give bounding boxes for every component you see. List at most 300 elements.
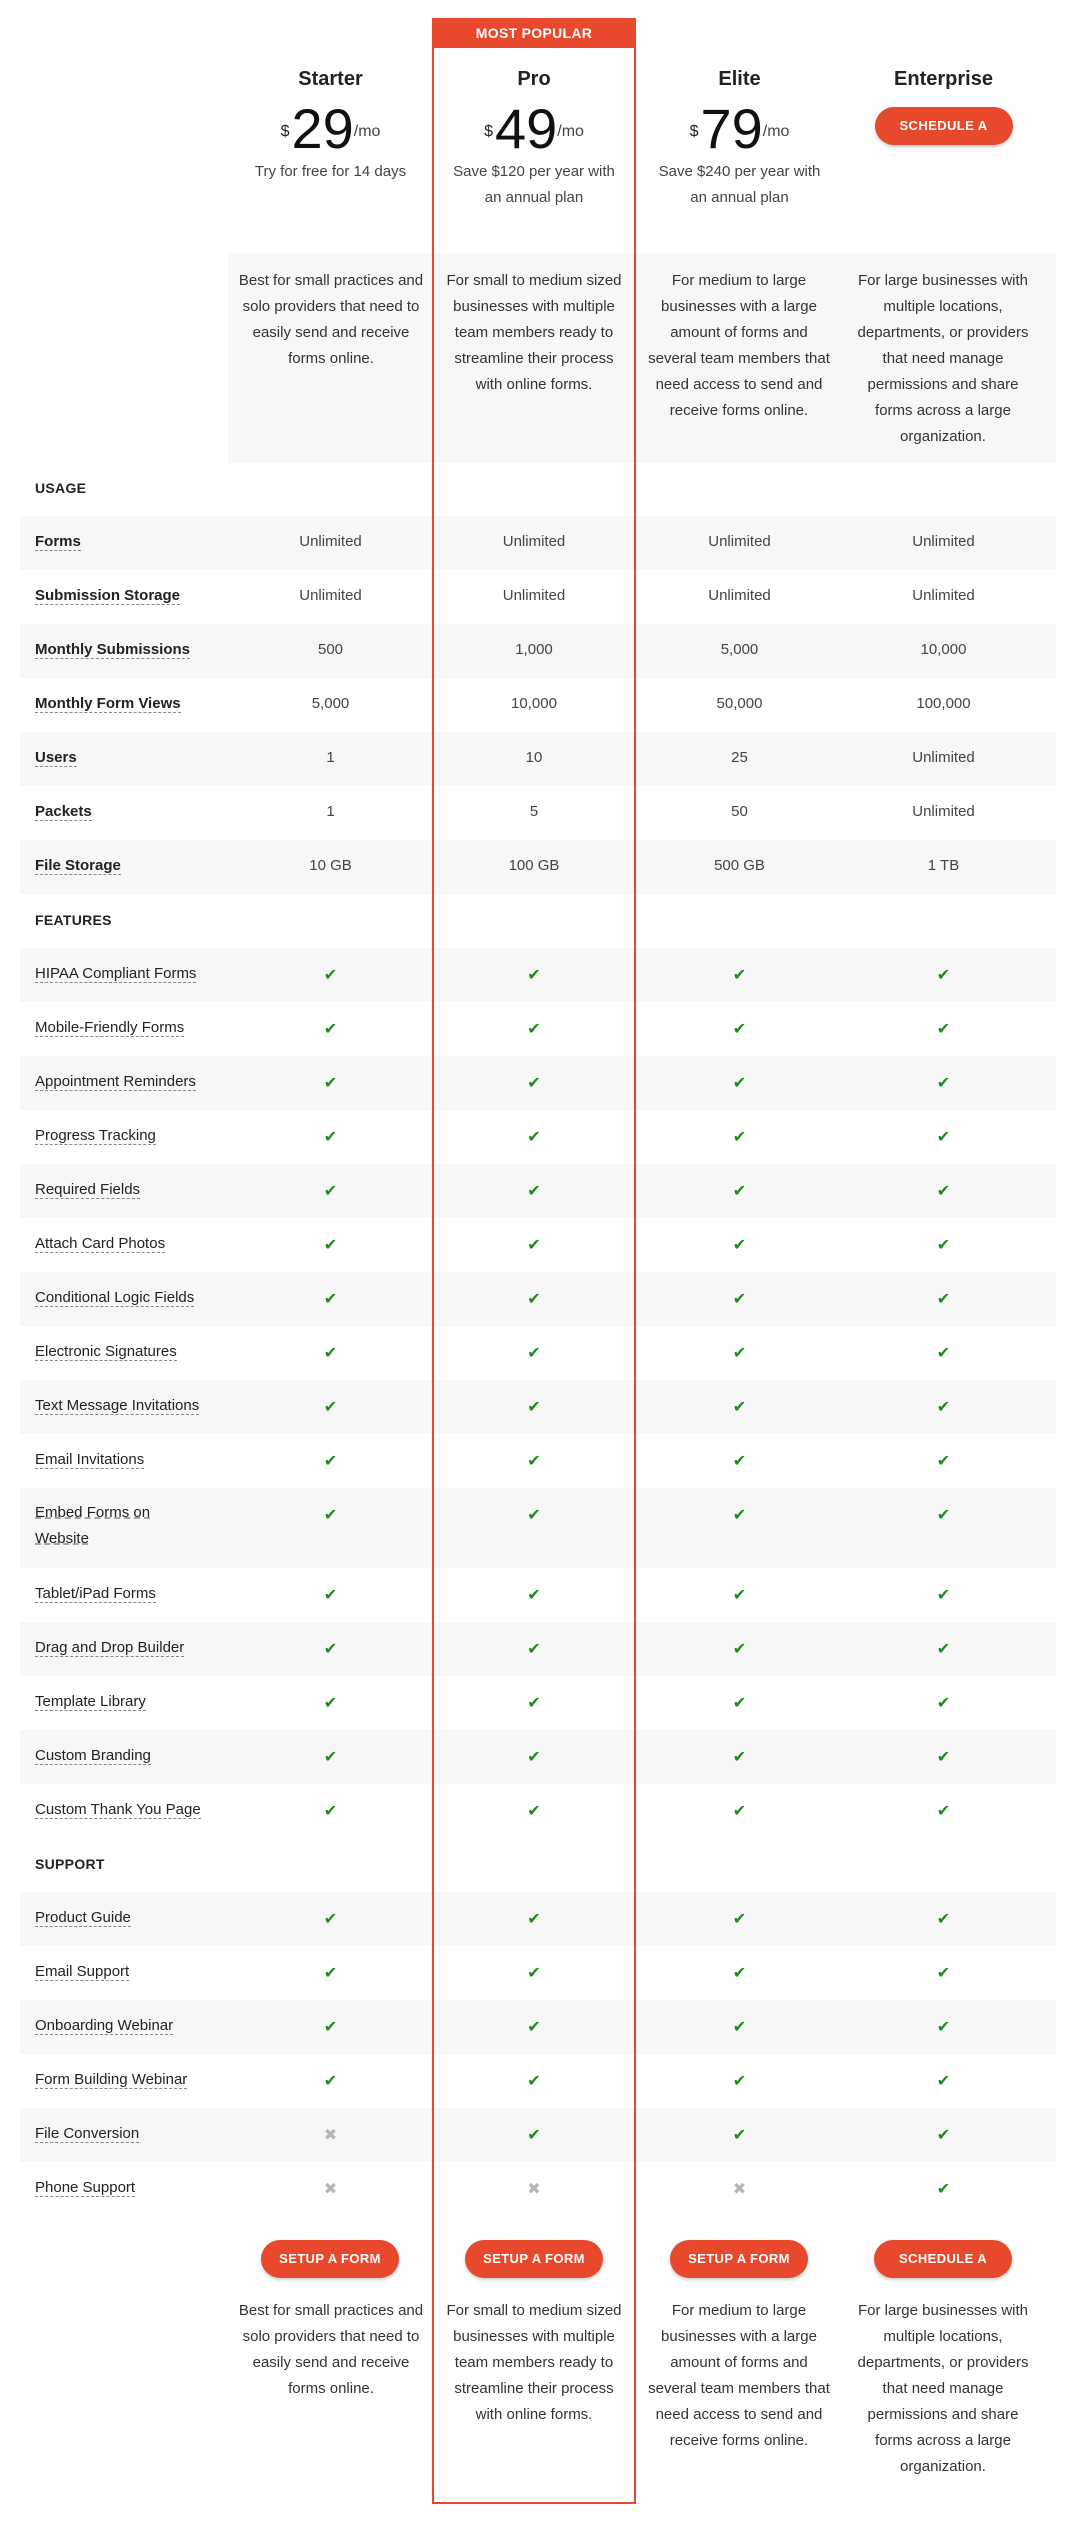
section-title: FEATURES xyxy=(35,912,112,928)
feature-availability xyxy=(637,1289,842,1309)
feature-label[interactable]: Electronic Signatures xyxy=(35,1343,177,1360)
feature-availability xyxy=(637,1693,842,1713)
feature-availability xyxy=(432,2125,636,2145)
feature-label[interactable]: Email Support xyxy=(35,1963,130,1980)
check-icon: ✔ xyxy=(732,2073,747,2090)
feature-availability xyxy=(841,1747,1046,1767)
feature-availability xyxy=(432,1505,636,1525)
usage-value: 1 TB xyxy=(927,857,960,874)
check-icon: ✔ xyxy=(732,1129,747,1146)
usage-value: 50,000 xyxy=(716,695,763,712)
section-header xyxy=(20,462,1056,516)
usage-value: 10,000 xyxy=(920,641,967,658)
check-icon: ✔ xyxy=(323,1803,338,1820)
feature-availability xyxy=(841,1505,1046,1525)
table-row xyxy=(20,1676,1056,1730)
feature-availability xyxy=(228,1963,433,1983)
check-icon: ✔ xyxy=(936,1453,951,1470)
price-period: /mo xyxy=(557,123,584,140)
table-row xyxy=(20,1380,1056,1434)
check-icon: ✔ xyxy=(936,1021,951,1038)
feature-label[interactable]: Embed Forms on Website xyxy=(35,1504,151,1547)
feature-availability xyxy=(637,1801,842,1821)
usage-value: 10 xyxy=(525,749,543,766)
feature-availability xyxy=(841,1235,1046,1255)
feature-availability xyxy=(637,1397,842,1417)
check-icon: ✔ xyxy=(732,2127,747,2144)
feature-availability xyxy=(432,1451,636,1471)
table-row xyxy=(20,732,1056,786)
cta-elite xyxy=(670,2240,808,2278)
feature-label[interactable]: Phone Support xyxy=(35,2179,136,2196)
price xyxy=(228,97,433,160)
table-row xyxy=(20,1056,1056,1110)
check-icon: ✔ xyxy=(527,1695,541,1712)
setup-form-button[interactable]: SETUP A FORM xyxy=(465,2240,603,2278)
feature-availability xyxy=(228,1505,433,1525)
feature-availability xyxy=(432,1747,636,1767)
check-icon: ✔ xyxy=(936,1911,951,1928)
feature-availability xyxy=(637,1747,842,1767)
feature-label[interactable]: Text Message Invitations xyxy=(35,1397,200,1414)
feature-availability xyxy=(841,1963,1046,1983)
feature-availability xyxy=(637,1235,842,1255)
usage-value: 100,000 xyxy=(916,695,971,712)
check-icon: ✔ xyxy=(936,1587,951,1604)
check-icon: ✔ xyxy=(936,1345,951,1362)
table-row xyxy=(20,1272,1056,1326)
table-row xyxy=(20,2162,1056,2216)
feature-label[interactable]: Submission Storage xyxy=(35,587,181,604)
setup-form-button[interactable]: SETUP A FORM xyxy=(261,2240,399,2278)
check-icon: ✔ xyxy=(936,2181,951,2198)
check-icon: ✔ xyxy=(732,1803,747,1820)
feature-availability xyxy=(637,1505,842,1525)
check-icon: ✔ xyxy=(323,1345,338,1362)
cta-enterprise xyxy=(874,2240,1012,2306)
feature-availability xyxy=(432,1585,636,1605)
check-icon: ✔ xyxy=(527,2019,541,2036)
table-row xyxy=(20,624,1056,678)
feature-availability xyxy=(228,2179,433,2199)
table-row xyxy=(20,786,1056,840)
check-icon: ✔ xyxy=(527,967,541,984)
feature-availability xyxy=(637,2071,842,2091)
check-icon: ✔ xyxy=(527,1075,541,1092)
check-icon: ✔ xyxy=(936,2127,951,2144)
most-popular-badge: MOST POPULAR xyxy=(432,18,636,48)
check-icon: ✔ xyxy=(936,1803,951,1820)
feature-availability xyxy=(432,1073,636,1093)
table-row xyxy=(20,1218,1056,1272)
feature-availability xyxy=(432,2179,636,2199)
plan-description-enterprise-bottom: For large businesses with multiple locations, departments, or providers that need manage permissions and share forms across a large organization. xyxy=(857,2302,1029,2475)
check-icon: ✔ xyxy=(527,1965,541,1982)
feature-label[interactable]: Product Guide xyxy=(35,1909,131,1926)
usage-value: 500 GB xyxy=(714,857,765,874)
feature-availability xyxy=(228,1235,433,1255)
check-icon: ✔ xyxy=(732,2019,747,2036)
plan-description-pro: For small to medium sized businesses with multiple team members ready to streamline their process with online forms. xyxy=(446,272,622,393)
plan-description-elite-bottom: For medium to large businesses with a large amount of forms and several team members that need access to send and receive forms online. xyxy=(648,2302,830,2449)
check-icon: ✔ xyxy=(732,1965,747,1982)
feature-label[interactable]: Template Library xyxy=(35,1693,146,1710)
check-icon: ✔ xyxy=(323,1237,338,1254)
price-amount: 29 xyxy=(291,97,354,160)
check-icon: ✔ xyxy=(527,1291,541,1308)
check-icon: ✔ xyxy=(936,1183,951,1200)
check-icon: ✔ xyxy=(732,1183,747,1200)
check-icon: ✔ xyxy=(323,1075,338,1092)
price-currency: $ xyxy=(280,123,290,140)
table-row xyxy=(20,1326,1056,1380)
plan-name: Elite xyxy=(718,68,761,90)
feature-availability xyxy=(432,1181,636,1201)
usage-value: Unlimited xyxy=(299,587,362,604)
feature-availability xyxy=(637,1963,842,1983)
feature-availability xyxy=(228,2017,433,2037)
feature-availability xyxy=(637,1181,842,1201)
feature-label[interactable]: Appointment Reminders xyxy=(35,1073,196,1090)
check-icon: ✔ xyxy=(732,1453,747,1470)
plan-header-starter xyxy=(228,68,433,185)
check-icon: ✔ xyxy=(527,1453,541,1470)
feature-label[interactable]: Onboarding Webinar xyxy=(35,2017,174,2034)
section-title: SUPPORT xyxy=(35,1856,105,1872)
check-icon: ✔ xyxy=(936,1291,951,1308)
check-icon: ✔ xyxy=(527,2127,541,2144)
table-row xyxy=(20,2108,1056,2162)
feature-availability xyxy=(637,1019,842,1039)
feature-label[interactable]: Tablet/iPad Forms xyxy=(35,1585,156,1602)
table-row xyxy=(20,1892,1056,1946)
feature-availability xyxy=(432,1963,636,1983)
feature-availability xyxy=(841,1289,1046,1309)
check-icon: ✔ xyxy=(323,1399,338,1416)
plan-description-starter-bottom: Best for small practices and solo providers that need to easily send and receive forms online. xyxy=(238,2302,424,2397)
feature-availability xyxy=(432,1801,636,1821)
feature-availability xyxy=(637,2125,842,2145)
cross-icon: ✖ xyxy=(732,2181,747,2198)
feature-availability xyxy=(228,965,433,985)
check-icon: ✔ xyxy=(527,1749,541,1766)
table-row xyxy=(20,1730,1056,1784)
table-row xyxy=(20,516,1056,570)
check-icon: ✔ xyxy=(323,1641,338,1658)
usage-value: 1,000 xyxy=(515,641,553,658)
check-icon: ✔ xyxy=(732,1507,747,1524)
check-icon: ✔ xyxy=(323,967,338,984)
plan-description-enterprise: For large businesses with multiple locations, departments, or providers that need manage permissions and share forms across a large organization. xyxy=(857,272,1029,445)
feature-label[interactable]: Packets xyxy=(35,803,92,820)
usage-value: Unlimited xyxy=(912,587,975,604)
price-period: /mo xyxy=(762,123,790,140)
feature-availability xyxy=(637,1343,842,1363)
feature-availability xyxy=(432,1343,636,1363)
feature-label[interactable]: Attach Card Photos xyxy=(35,1235,166,1252)
price-amount: 49 xyxy=(494,97,558,160)
feature-availability xyxy=(228,1073,433,1093)
check-icon: ✔ xyxy=(323,1507,338,1524)
table-row xyxy=(20,1002,1056,1056)
plan-name: Starter xyxy=(298,68,363,90)
check-icon: ✔ xyxy=(732,1291,747,1308)
usage-value: 25 xyxy=(731,749,748,766)
check-icon: ✔ xyxy=(527,1911,541,1928)
feature-availability xyxy=(841,2179,1046,2199)
table-row xyxy=(20,948,1056,1002)
check-icon: ✔ xyxy=(323,1749,338,1766)
table-row xyxy=(20,2000,1056,2054)
check-icon: ✔ xyxy=(936,1695,951,1712)
feature-availability xyxy=(637,1073,842,1093)
check-icon: ✔ xyxy=(732,1587,747,1604)
table-row xyxy=(20,2054,1056,2108)
check-icon: ✔ xyxy=(323,1695,338,1712)
check-icon: ✔ xyxy=(936,1129,951,1146)
check-icon: ✔ xyxy=(936,1237,951,1254)
usage-value: 500 xyxy=(317,641,344,658)
feature-availability xyxy=(432,1397,636,1417)
feature-availability xyxy=(841,1181,1046,1201)
feature-availability xyxy=(637,2179,842,2199)
feature-availability xyxy=(228,1451,433,1471)
price-note: Save $240 per year with an annual plan xyxy=(658,163,821,206)
feature-availability xyxy=(432,2017,636,2037)
check-icon: ✔ xyxy=(323,2019,338,2036)
feature-availability xyxy=(432,1127,636,1147)
check-icon: ✔ xyxy=(323,1021,338,1038)
check-icon: ✔ xyxy=(323,1587,338,1604)
cross-icon: ✖ xyxy=(527,2181,541,2198)
check-icon: ✔ xyxy=(527,1183,541,1200)
check-icon: ✔ xyxy=(323,2073,338,2090)
price-note: Try for free for 14 days xyxy=(254,163,407,180)
feature-label[interactable]: Conditional Logic Fields xyxy=(35,1289,195,1306)
schedule-call-button[interactable]: SCHEDULE A CALL xyxy=(875,107,1013,145)
feature-availability xyxy=(841,1343,1046,1363)
feature-availability xyxy=(432,965,636,985)
feature-availability xyxy=(637,1909,842,1929)
plan-description-elite: For medium to large businesses with a large amount of forms and several team members that need access to send and receive forms online. xyxy=(648,272,830,419)
check-icon: ✔ xyxy=(323,1129,338,1146)
feature-label[interactable]: Email Invitations xyxy=(35,1451,145,1468)
price xyxy=(637,97,842,160)
price-currency: $ xyxy=(484,123,493,140)
feature-availability xyxy=(228,1289,433,1309)
feature-availability xyxy=(637,1639,842,1659)
usage-value: 100 GB xyxy=(508,857,560,874)
setup-form-button[interactable]: SETUP A FORM xyxy=(670,2240,808,2278)
check-icon: ✔ xyxy=(527,1021,541,1038)
feature-availability xyxy=(841,1019,1046,1039)
usage-value: 10,000 xyxy=(511,695,557,712)
check-icon: ✔ xyxy=(527,1507,541,1524)
check-icon: ✔ xyxy=(936,967,951,984)
section-header xyxy=(20,894,1056,948)
table-row xyxy=(20,1784,1056,1838)
feature-availability xyxy=(228,1343,433,1363)
feature-availability xyxy=(637,965,842,985)
price-currency: $ xyxy=(689,123,699,140)
check-icon: ✔ xyxy=(936,1507,951,1524)
check-icon: ✔ xyxy=(936,1075,951,1092)
usage-value: Unlimited xyxy=(912,749,975,766)
usage-value: 50 xyxy=(731,803,748,820)
cta-pro xyxy=(465,2240,603,2278)
feature-availability xyxy=(228,1127,433,1147)
feature-label[interactable]: Required Fields xyxy=(35,1181,141,1198)
check-icon: ✔ xyxy=(527,1345,541,1362)
feature-label[interactable]: File Conversion xyxy=(35,2125,140,2142)
feature-availability xyxy=(841,2125,1046,2145)
table-row xyxy=(20,1110,1056,1164)
feature-availability xyxy=(432,1235,636,1255)
price-note: Save $120 per year with an annual plan xyxy=(453,163,615,206)
check-icon: ✔ xyxy=(527,1237,541,1254)
check-icon: ✔ xyxy=(936,1641,951,1658)
feature-availability xyxy=(841,1585,1046,1605)
feature-label[interactable]: Mobile-Friendly Forms xyxy=(35,1019,185,1036)
feature-label[interactable]: Users xyxy=(35,749,77,766)
section-title: USAGE xyxy=(35,480,87,496)
cta-starter xyxy=(261,2240,399,2278)
feature-availability xyxy=(228,1181,433,1201)
section-header xyxy=(20,1838,1056,1892)
table-row xyxy=(20,1434,1056,1488)
check-icon: ✔ xyxy=(527,1641,541,1658)
feature-availability xyxy=(228,1019,433,1039)
check-icon: ✔ xyxy=(732,1399,747,1416)
usage-value: 5,000 xyxy=(311,695,350,712)
check-icon: ✔ xyxy=(936,1965,951,1982)
check-icon: ✔ xyxy=(732,1749,747,1766)
check-icon: ✔ xyxy=(732,1695,747,1712)
feature-availability xyxy=(841,2017,1046,2037)
table-row xyxy=(20,1946,1056,2000)
feature-availability xyxy=(841,1693,1046,1713)
usage-value: Unlimited xyxy=(502,533,566,550)
check-icon: ✔ xyxy=(732,1345,747,1362)
table-row xyxy=(20,570,1056,624)
usage-value: 1 xyxy=(326,749,335,766)
feature-label[interactable]: Progress Tracking xyxy=(35,1127,156,1144)
plan-name: Enterprise xyxy=(894,68,993,90)
check-icon: ✔ xyxy=(527,2073,541,2090)
cross-icon: ✖ xyxy=(323,2127,338,2144)
feature-label[interactable]: Form Building Webinar xyxy=(35,2071,188,2088)
feature-availability xyxy=(228,1397,433,1417)
check-icon: ✔ xyxy=(936,2019,951,2036)
check-icon: ✔ xyxy=(732,1075,747,1092)
check-icon: ✔ xyxy=(527,1587,541,1604)
table-row xyxy=(20,678,1056,732)
feature-availability xyxy=(228,1693,433,1713)
plan-description-starter: Best for small practices and solo providers that need to easily send and receive forms online. xyxy=(238,272,424,367)
feature-availability xyxy=(637,2017,842,2037)
check-icon: ✔ xyxy=(527,1129,541,1146)
feature-availability xyxy=(841,1397,1046,1417)
usage-value: 10 GB xyxy=(309,857,352,874)
feature-label[interactable]: HIPAA Compliant Forms xyxy=(35,965,197,982)
price-period: /mo xyxy=(353,123,381,140)
table-row xyxy=(20,1164,1056,1218)
usage-value: 5,000 xyxy=(720,641,759,658)
feature-availability xyxy=(228,1801,433,1821)
feature-label[interactable]: Custom Thank You Page xyxy=(35,1801,201,1818)
usage-value: Unlimited xyxy=(912,803,975,820)
feature-availability xyxy=(841,2071,1046,2091)
table-row xyxy=(20,1622,1056,1676)
check-icon: ✔ xyxy=(323,1965,338,1982)
check-icon: ✔ xyxy=(732,1021,747,1038)
price xyxy=(432,97,636,160)
feature-availability xyxy=(841,1801,1046,1821)
feature-availability xyxy=(228,1747,433,1767)
check-icon: ✔ xyxy=(732,1641,747,1658)
cross-icon: ✖ xyxy=(323,2181,338,2198)
feature-label[interactable]: Drag and Drop Builder xyxy=(35,1639,185,1656)
check-icon: ✔ xyxy=(936,1749,951,1766)
feature-availability xyxy=(841,1451,1046,1471)
usage-value: Unlimited xyxy=(912,533,975,550)
feature-availability xyxy=(228,1639,433,1659)
feature-label[interactable]: Monthly Submissions xyxy=(35,641,191,658)
usage-value: 5 xyxy=(529,803,539,820)
check-icon: ✔ xyxy=(323,1291,338,1308)
feature-availability xyxy=(228,2071,433,2091)
plan-description-pro-bottom: For small to medium sized businesses with multiple team members ready to streamline their process with online forms. xyxy=(446,2302,622,2423)
feature-availability xyxy=(841,965,1046,985)
plan-name: Pro xyxy=(517,68,551,90)
check-icon: ✔ xyxy=(732,1237,747,1254)
feature-availability xyxy=(841,1073,1046,1093)
feature-availability xyxy=(841,1909,1046,1929)
usage-value: Unlimited xyxy=(708,533,771,550)
feature-availability xyxy=(432,1289,636,1309)
table-row xyxy=(20,1488,1056,1568)
check-icon: ✔ xyxy=(527,1803,541,1820)
schedule-call-button[interactable]: SCHEDULE A CALL xyxy=(874,2240,1012,2278)
check-icon: ✔ xyxy=(936,1399,951,1416)
usage-value: Unlimited xyxy=(708,587,771,604)
feature-availability xyxy=(432,1019,636,1039)
plan-header-elite xyxy=(637,68,842,211)
check-icon: ✔ xyxy=(732,967,747,984)
usage-value: Unlimited xyxy=(502,587,566,604)
feature-availability xyxy=(228,1585,433,1605)
feature-availability xyxy=(228,2125,433,2145)
feature-availability xyxy=(432,1909,636,1929)
feature-availability xyxy=(432,1693,636,1713)
feature-availability xyxy=(637,1127,842,1147)
table-row xyxy=(20,840,1056,894)
plan-header-pro xyxy=(432,68,636,211)
plan-header-enterprise xyxy=(841,68,1046,173)
check-icon: ✔ xyxy=(527,1399,541,1416)
feature-label[interactable]: Custom Branding xyxy=(35,1747,151,1764)
feature-label[interactable]: File Storage xyxy=(35,857,121,874)
usage-value: Unlimited xyxy=(299,533,362,550)
check-icon: ✔ xyxy=(323,1911,338,1928)
check-icon: ✔ xyxy=(323,1453,338,1470)
feature-availability xyxy=(228,1909,433,1929)
feature-label[interactable]: Forms xyxy=(35,533,81,550)
feature-availability xyxy=(432,2071,636,2091)
feature-label[interactable]: Monthly Form Views xyxy=(35,695,181,712)
check-icon: ✔ xyxy=(323,1183,338,1200)
feature-availability xyxy=(841,1127,1046,1147)
